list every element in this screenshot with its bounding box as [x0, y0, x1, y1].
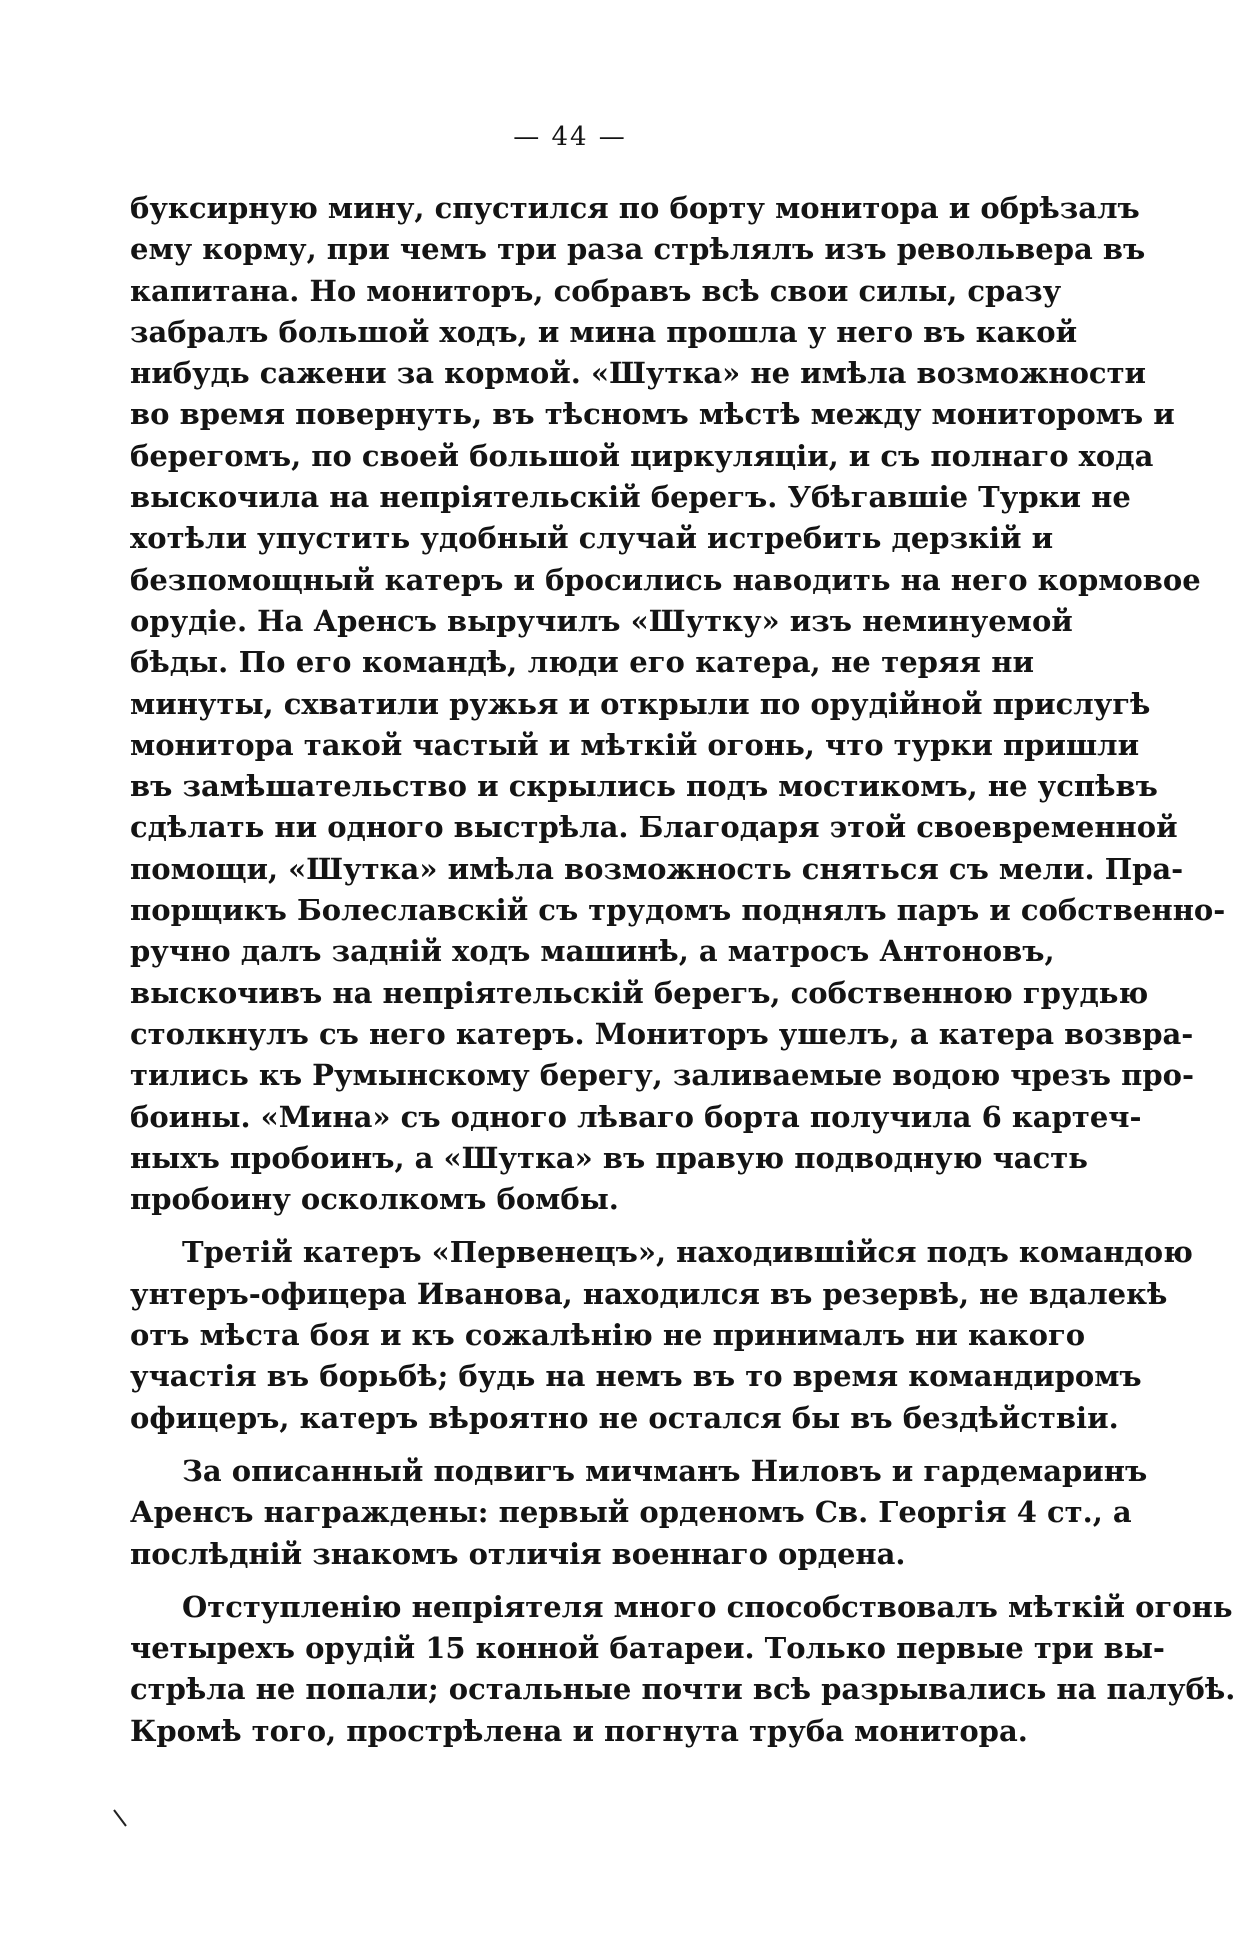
text-line: выскочивъ на непріятельскій берегъ, собственною грудью — [130, 975, 1149, 1010]
text-line: монитора такой частый и мѣткій огонь, что турки пришли — [130, 727, 1140, 762]
text-line: тились къ Румынскому берегу, заливаемые водою чрезъ про- — [130, 1058, 1194, 1093]
text-line: столкнулъ съ него катеръ. Мониторъ ушелъ, а катера возвра- — [130, 1016, 1194, 1051]
text-line: порщикъ Болеславскій съ трудомъ поднялъ паръ и собственно- — [130, 893, 1226, 928]
text-line: во время повернуть, въ тѣсномъ мѣстѣ между мониторомъ и — [130, 397, 1175, 432]
text-line: въ замѣшательство и скрылись подъ мостикомъ, не успѣвъ — [130, 769, 1158, 804]
text-line: помощи, «Шутка» имѣла возможность сняться съ мели. Пра- — [130, 851, 1184, 886]
text-line: офицеръ, катеръ вѣроятно не остался бы въ бездѣйствіи. — [130, 1400, 1119, 1435]
text-line: берегомъ, по своей большой циркуляціи, и съ полнаго хода — [130, 438, 1154, 473]
text-line: пробоину осколкомъ бомбы. — [130, 1182, 619, 1217]
text-line: забралъ большой ходъ, и мина прошла у него въ какой — [130, 314, 1078, 349]
text-line: участія въ борьбѣ; будь на немъ въ то время командиромъ — [130, 1359, 1142, 1394]
text-line: отъ мѣста боя и къ сожалѣнію не принималъ ни какого — [130, 1318, 1086, 1353]
text-line: Аренсъ награждены: первый орденомъ Св. Георгія 4 ст., а — [130, 1495, 1132, 1530]
text-line: хотѣли упустить удобный случай истребить дерзкій и — [130, 521, 1054, 556]
text-line: безпомощный катеръ и бросились наводить на него кормовое — [130, 562, 1201, 597]
text-line: Отступленію непріятеля много способствовалъ мѣткій огонь — [182, 1589, 1233, 1624]
text-line: унтеръ-офицера Иванова, находился въ резервѣ, не вдалекѣ — [130, 1276, 1168, 1311]
text-line: боины. «Мина» съ одного лѣваго борта получила 6 картеч- — [130, 1099, 1142, 1134]
text-line: орудіе. На Аренсъ выручилъ «Шутку» изъ неминуемой — [130, 603, 1073, 638]
text-line: капитана. Но мониторъ, собравъ всѣ свои силы, сразу — [130, 273, 1062, 308]
text-line: минуты, схватили ружья и открыли по орудійной прислугѣ — [130, 686, 1151, 721]
stray-ink-mark — [112, 1808, 130, 1830]
text-line: буксирную мину, спустился по борту монитора и обрѣзалъ — [130, 191, 1140, 225]
text-line: четырехъ орудій 15 конной батареи. Только первые три вы- — [130, 1631, 1165, 1666]
text-line: Третій катеръ «Первенецъ», находившійся подъ командою — [182, 1235, 1193, 1270]
text-line: ныхъ пробоинъ, а «Шутка» въ правую подводную часть — [130, 1140, 1088, 1175]
body-text — [130, 188, 1235, 1752]
text-line: За описанный подвигъ мичманъ Ниловъ и гардемаринъ — [182, 1453, 1148, 1488]
text-line: ему корму, при чемъ три раза стрѣлялъ изъ револьвера въ — [130, 232, 1146, 267]
text-line: нибудь сажени за кормой. «Шутка» не имѣла возможности — [130, 356, 1147, 391]
text-line: ручно далъ задній ходъ машинѣ, а матросъ Антоновъ, — [130, 934, 1055, 969]
text-line: бѣды. По его командѣ, люди его катера, не теряя ни — [130, 645, 1034, 680]
text-line: Кромѣ того, прострѣлена и погнута труба монитора. — [130, 1713, 1028, 1748]
text-line: сдѣлать ни одного выстрѣла. Благодаря этой своевременной — [130, 810, 1178, 845]
text-line: стрѣла не попали; остальные почти всѣ разрывались на палубѣ. — [130, 1672, 1235, 1707]
text-line: выскочила на непріятельскій берегъ. Убѣгавшіе Турки не — [130, 480, 1131, 515]
text-line: послѣдній знакомъ отличія военнаго ордена. — [130, 1536, 906, 1571]
page-number: — 44 — — [513, 122, 627, 152]
